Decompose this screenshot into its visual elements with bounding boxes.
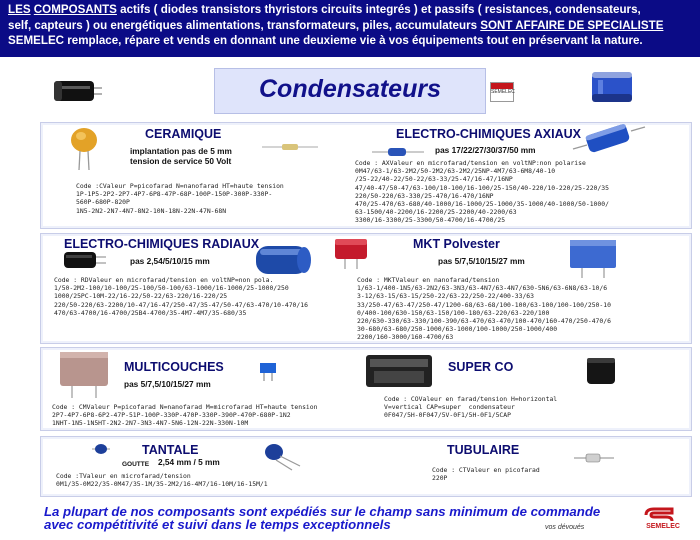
mkt-capacitor-icon [333, 237, 381, 269]
mkt-blue-capacitor-icon [568, 238, 620, 278]
page-title: Condensateurs [259, 75, 441, 103]
axiaux-codes: Code : AXValeur en microfarad/tension en voltNP:non polarise 0M47/63-1/63-2M2/50-2M2/63-2M2/25NP-4M7/63-6M8/40-10 /25-22/40-22/50-22/63-33/25-47/16-47/16NP 47/40-47/50-47/63-100/10-100/16-100/25-150/40-220/10-220/25-220/35 220/50-220/63-330/25-470/16-470/16NP 470/25-470/63-680/40-1000/16-1000/25-1000/35-1000/40-1000/50-1000/ 63-1500/40-2200/16-2200/25-2200/40-2200/63 3300/16-3300/25-3300/50-4700/16-4700/25 [355, 159, 609, 225]
intro-specialiste: SONT AFFAIRE DE SPECIALISTE [480, 18, 664, 32]
multicouches-spec: pas 5/7,5/10/15/27 mm [124, 379, 211, 389]
superco-small-icon [585, 356, 621, 388]
ceramique-spec-pas: implantation pas de 5 mm [130, 146, 232, 156]
radiaux-codes: Code : RDValeur en microfarad/tension en voltNP=non pola. 1/50-2M2-100/10-100/25-100/50-100/63-1000/16-1000/25-1000/250 1000/25PC-10M-22/16-22/50-22/63-220/16-220/25 220/50-220/63-2200/10-47/16-47/250-47/35-47/50-47/63-470/10-470/16 470/63-4700/16-4700/25B4-4700/35-4M7-4M7/35-680/35 [54, 276, 308, 317]
mkt-spec: pas 5/7,5/10/15/27 mm [438, 256, 525, 266]
intro-rest: actifs ( diodes transistors thyristors circuits integrés ) et passifs ( resistances, condensateurs, [120, 3, 641, 16]
axial-capacitor-icon [573, 123, 645, 155]
intro-les: LES [8, 3, 31, 16]
multicouches-codes: Code : CMValeur P=picofarad N=nanofarad M=microfarad HT=haute tension 2P7-4P7-6P8-6P2-47P-51P-100P-330P-470P-330P-390P-470P-680P-1N2 1NHT-1N5-1N5HT-2N2-2N7-3N3-4N7-5N6-12N-22N-330N-10M [52, 403, 318, 428]
ceramique-codes: Code :CValeur P=picofarad N=nanofarad HT=haute tension 1P-1P5-2P2-2P7-4P7-6P8-47P-68P-100P-150P-300P-330P- 560P-680P-820P 1N5-2N2-2N7-4N7-8N2-10N-18N-22N-47N-68N [76, 182, 284, 215]
tubulaire-title: TUBULAIRE [447, 443, 520, 457]
intro-line3: SEMELEC remplace, répare et vends en donnant une deuxieme vie à vos équipements tout en préservant la nature. [8, 34, 643, 47]
semelec-logo-mark-icon [644, 507, 674, 523]
mkt-codes: Code : MKTValeur en nanofarad/tension 1/63-1/400-1N5/63-2N2/63-3N3/63-4N7/63-4N7/630-5N6/63-6N8/63-10/6 3-12/63-15/63-15/250-22/63-22/250-22/400-33/63 33/250-47/63-47/250-47/1200-68/63-68/100-100/63-100/100-100/250-10 0/400-100/630-150/63-150/100-180/63-220/63-220/100 220/630-330/63-330/100-390/63-470/63-470/100-470/160-470/250-470/6 30-680/63-680/250-1000/63-1000/100-1000/250-1000/400 2200/160-3000/160-4700/63 [357, 276, 611, 342]
tantale-spec: 2,54 mm / 5 mm [158, 457, 220, 467]
header-text [8, 2, 696, 49]
intro-composants: COMPOSANTS [33, 3, 117, 16]
superco-capacitor-icon [364, 353, 436, 389]
axiaux-title: ELECTRO-CHIMIQUES AXIAUX [396, 127, 581, 141]
tantale-codes: Code :TValeur en microfarad/tension 0M1/35-0M22/35-0M47/35-1M/35-2M2/16-4M7/16-10M/16-15M/1 [56, 472, 268, 489]
superco-title: SUPER CO [448, 360, 514, 374]
capacitor-top-left-icon [52, 77, 102, 105]
brand-badge-label: SEMELEC [491, 89, 515, 95]
page-title-panel [214, 68, 486, 114]
semelec-logo-text: SEMELEC [646, 523, 680, 530]
axial-lead-icon [372, 147, 424, 157]
tantale-goutte: GOUTTE [122, 461, 150, 468]
ceramic-capacitor-icon [70, 126, 98, 170]
title-brand-badge [490, 82, 514, 102]
radial-small-icon [62, 249, 106, 271]
tubulaire-capacitor-icon [574, 453, 614, 463]
ceramique-spec-tension: tension de service 50 Volt [130, 156, 232, 166]
ceramique-title: CERAMIQUE [145, 127, 222, 141]
header-banner [0, 0, 700, 57]
axiaux-spec: pas 17/22/27/30/37/50 mm [435, 145, 536, 155]
capacitor-top-right-icon [588, 68, 638, 106]
mkt-title: MKT Polvester [413, 237, 500, 251]
footer-line-1: La plupart de nos composants sont expédiés sur le champ sans minimum de commande [44, 504, 601, 519]
footer-devoues: vos dévoués [545, 524, 585, 531]
ceramic-axial-icon [262, 143, 318, 151]
radiaux-title: ELECTRO-CHIMIQUES RADIAUX [64, 237, 260, 251]
semelec-logo [638, 507, 688, 535]
superco-codes: Code : COValeur en farad/tension H=horizontal V=vertical CAP=super condensateur 0F047/5H-0F047/5V-0F1/5H-0F1/5CAP [384, 395, 558, 420]
smd-capacitor-icon [258, 361, 280, 381]
tantale-title: TANTALE [142, 443, 199, 457]
tantale-capacitor-icon [262, 442, 302, 470]
tubulaire-codes: Code : CTValeur en picofarad 220P [432, 466, 540, 483]
multicouches-title: MULTICOUCHES [124, 360, 224, 374]
radial-capacitor-icon [252, 243, 316, 277]
footer-line-2: avec compétitivité et suivi dans le temps exceptionnels [44, 517, 391, 532]
intro-line2: self, capteurs ) ou energétiques alimentations, transformateurs, piles, accumulateurs [8, 18, 478, 32]
tantale-drop-icon [92, 442, 110, 456]
radiaux-spec: pas 2,54/5/10/15 mm [130, 256, 210, 266]
multicouche-capacitor-icon [58, 350, 110, 398]
